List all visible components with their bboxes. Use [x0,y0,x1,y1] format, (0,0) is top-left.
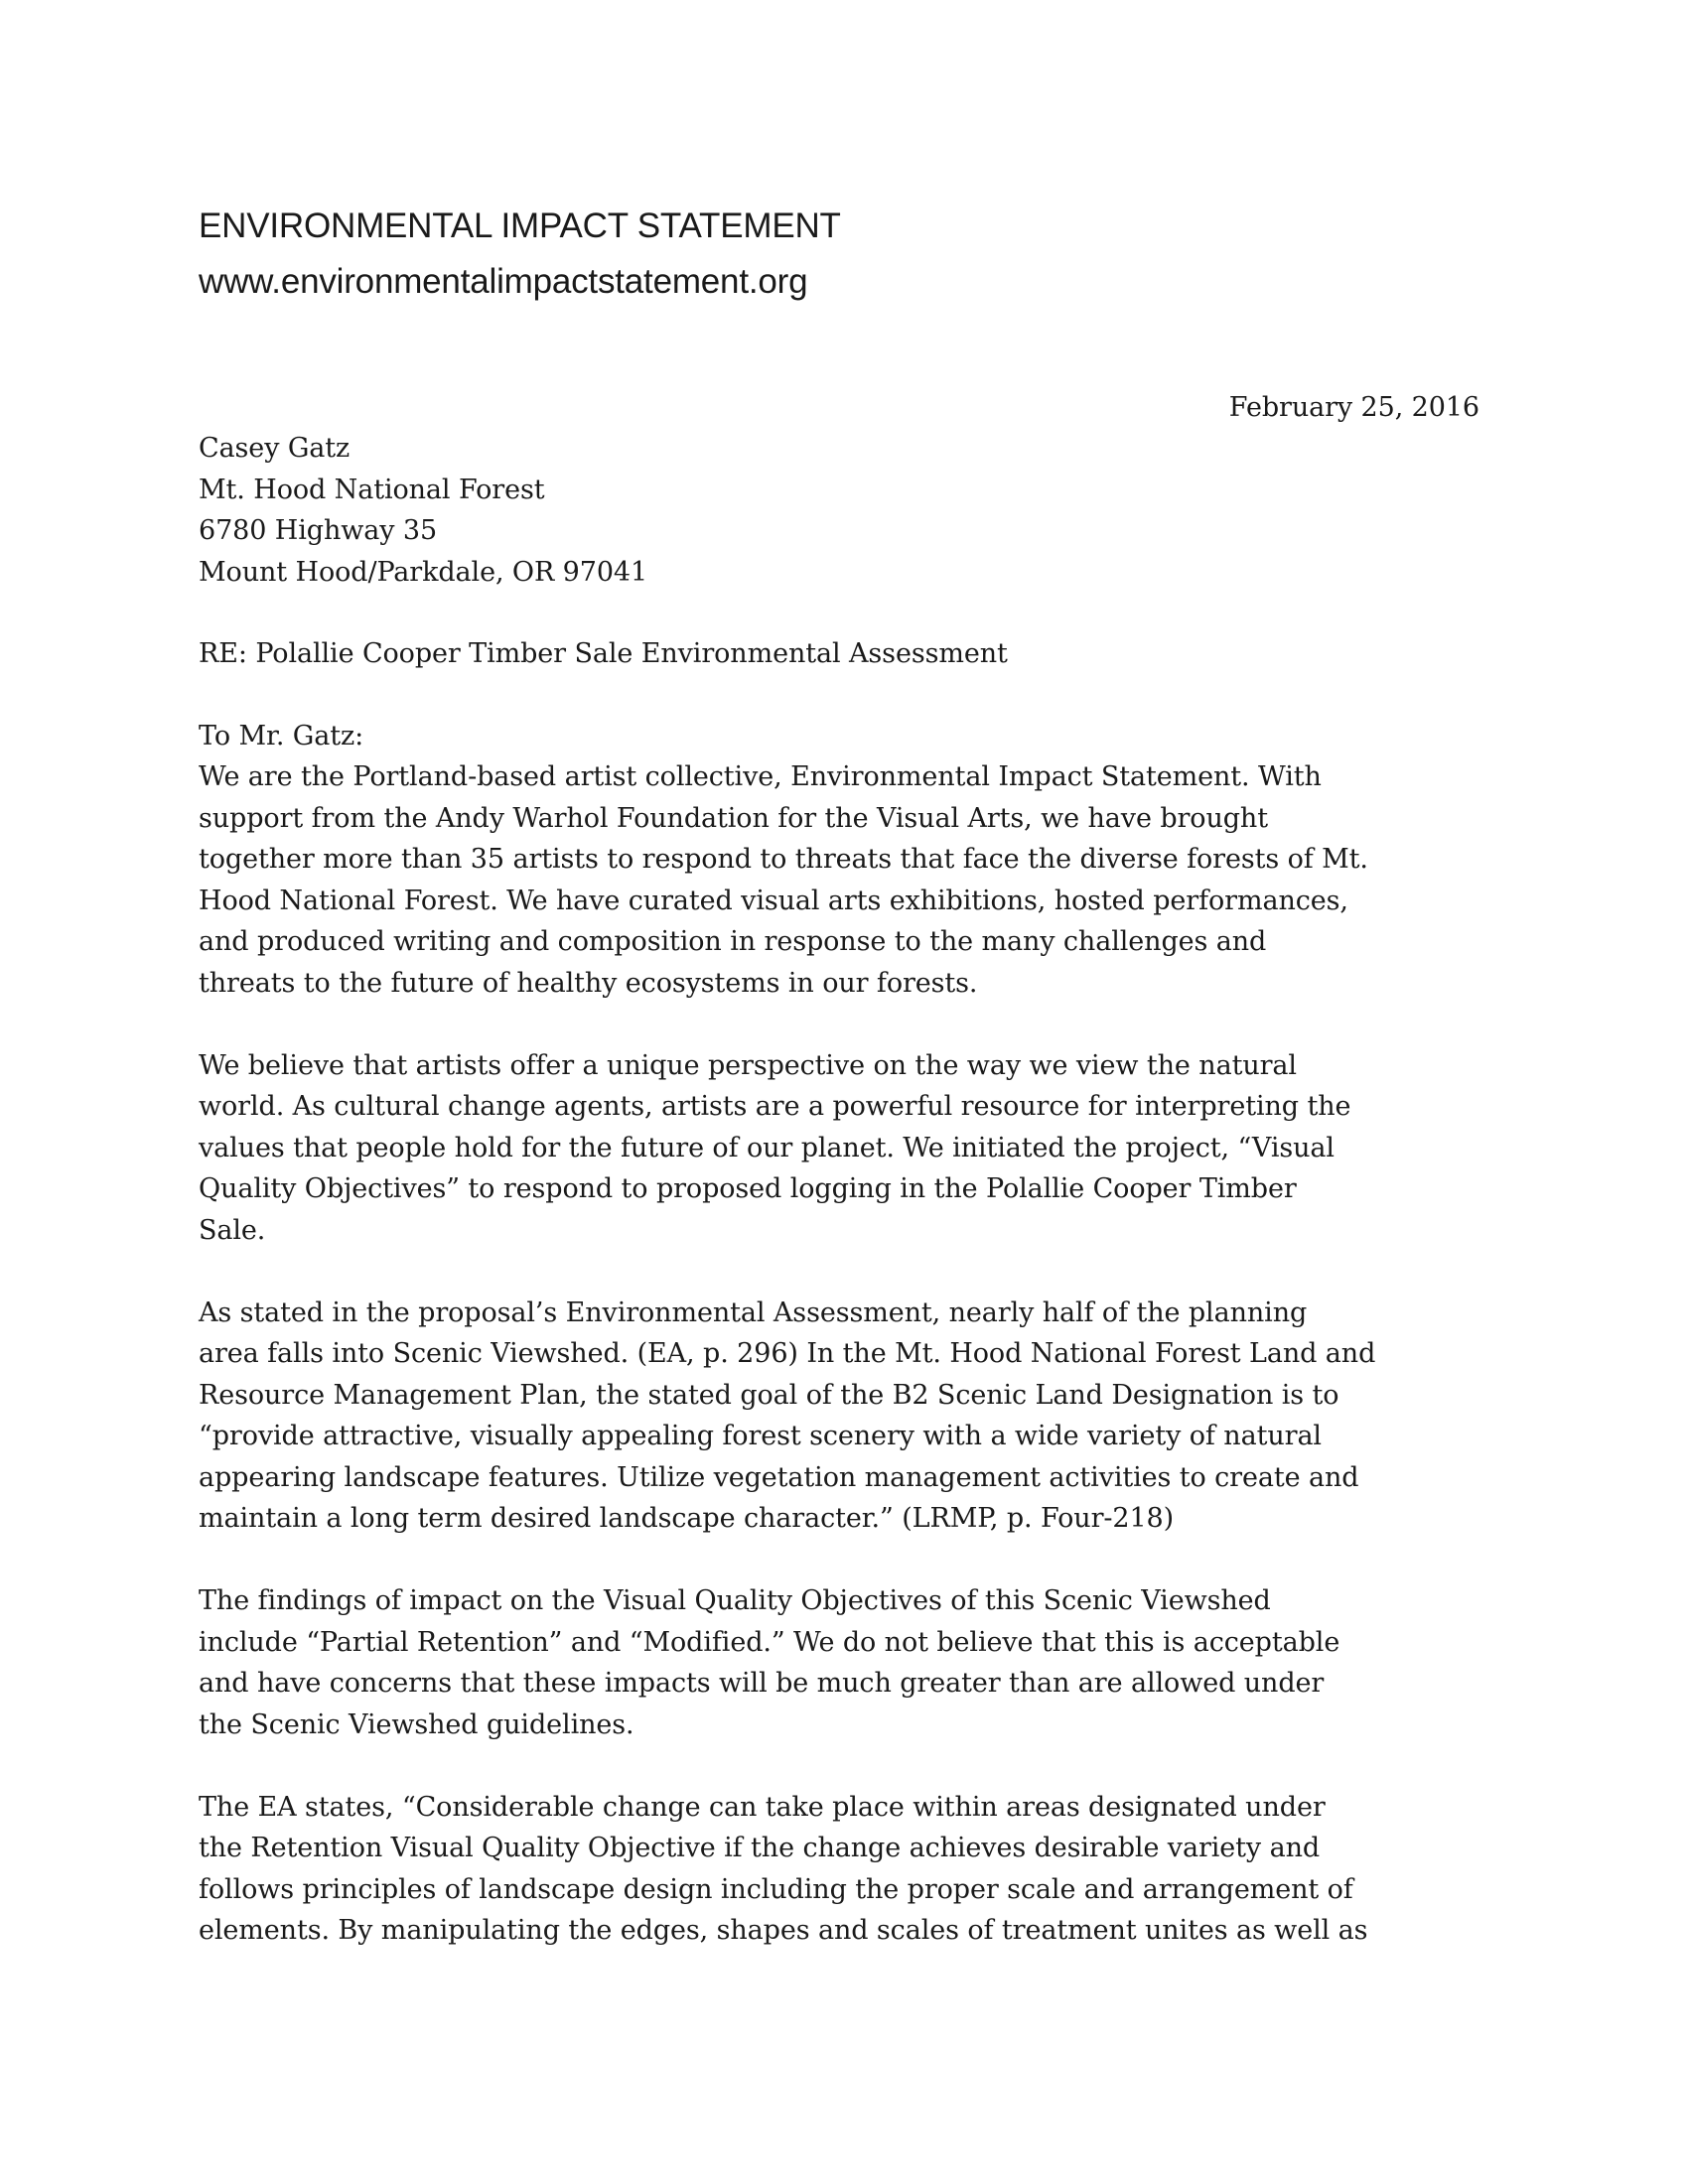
recipient-name: Casey Gatz [199,433,351,464]
text-line: world. As cultural change agents, artists are a powerful resource for interpreting the [199,1091,1351,1122]
text-line: We are the Portland-based artist collective, Environmental Impact Statement. With [199,761,1322,792]
letter-page [199,199,1479,1946]
text-line: Quality Objectives” to respond to proposed logging in the Polallie Cooper Timber [199,1173,1297,1204]
body-paragraph-2 [199,1045,1479,1252]
text-line: include “Partial Retention” and “Modified.” We do not believe that this is acceptable [199,1626,1340,1658]
recipient-address [199,428,647,593]
text-line: maintain a long term desired landscape character.” (LRMP, p. Four-218) [199,1503,1175,1534]
letter-body [199,756,1479,1992]
letter-date: February 25, 2016 [1228,392,1479,423]
text-line: “provide attractive, visually appealing forest scenery with a wide variety of natural [199,1421,1322,1451]
org-name-heading: ENVIRONMENTAL IMPACT STATEMENT [199,206,841,245]
body-paragraph-3 [199,1293,1479,1540]
subject-line: RE: Polallie Cooper Timber Sale Environmental Assessment [199,638,1008,669]
text-line: The EA states, “Considerable change can take place within areas designated under [199,1791,1326,1823]
text-line: threats to the future of healthy ecosystems in our forests. [199,967,978,999]
body-paragraph-4 [199,1580,1479,1745]
text-line: the Scenic Viewshed guidelines. [199,1708,634,1740]
text-line: and have concerns that these impacts will be much greater than are allowed under [199,1668,1325,1699]
text-line: area falls into Scenic Viewshed. (EA, p. 296) In the Mt. Hood National Forest Land and [199,1338,1376,1369]
text-line: appearing landscape features. Utilize vegetation management activities to create and [199,1461,1359,1493]
recipient-organization: Mt. Hood National Forest [199,474,545,505]
text-line: and produced writing and composition in response to the many challenges and [199,926,1267,957]
text-line: follows principles of landscape design including the proper scale and arrangement of [199,1873,1353,1905]
text-line: Resource Management Plan, the stated goal of the B2 Scenic Land Designation is to [199,1379,1339,1411]
text-line: elements. By manipulating the edges, shapes and scales of treatment unites as well as [199,1915,1368,1946]
text-line: As stated in the proposal’s Environmental Assessment, nearly half of the planning [199,1297,1308,1328]
text-line: We believe that artists offer a unique perspective on the way we view the natural [199,1049,1297,1081]
org-website: www.environmentalimpactstatement.org [199,262,808,301]
text-line: values that people hold for the future of our planet. We initiated the project, “Visual [199,1132,1335,1163]
recipient-city-state-zip: Mount Hood/Parkdale, OR 97041 [199,556,648,588]
text-line: the Retention Visual Quality Objective if the change achieves desirable variety and [199,1833,1321,1863]
body-paragraph-5 [199,1787,1479,1952]
text-line: Hood National Forest. We have curated visual arts exhibitions, hosted performances, [199,885,1348,916]
text-line: The findings of impact on the Visual Quality Objectives of this Scenic Viewshed [199,1585,1271,1616]
text-line: support from the Andy Warhol Foundation for the Visual Arts, we have brought [199,802,1268,834]
salutation: To Mr. Gatz: [199,721,364,751]
text-line: together more than 35 artists to respond to threats that face the diverse forests of Mt. [199,844,1368,875]
recipient-street: 6780 Highway 35 [199,515,438,546]
body-paragraph-1 [199,756,1479,1004]
text-line: Sale. [199,1214,266,1246]
